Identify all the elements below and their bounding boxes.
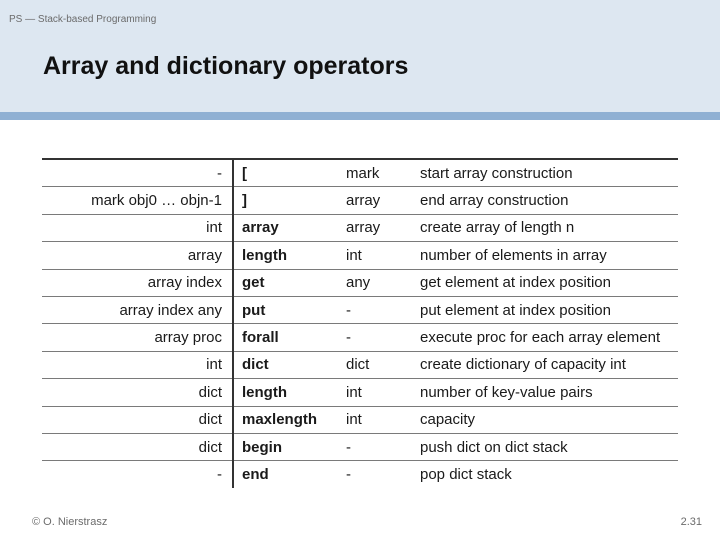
operator-cell: length [233,379,340,406]
table-row [42,296,678,323]
copyright-label: © O. Nierstrasz [32,516,108,528]
description-cell: put element at index position [416,296,678,323]
table-row [42,159,678,187]
operator-cell: forall [233,324,340,351]
result-cell: - [340,324,416,351]
description-cell: create dictionary of capacity int [416,351,678,378]
result-cell: any [340,269,416,296]
operator-cell: length [233,242,340,269]
operators-table-body [42,159,678,488]
result-cell: int [340,406,416,433]
operator-cell: get [233,269,340,296]
description-cell: push dict on dict stack [416,433,678,460]
table-row [42,379,678,406]
operator-cell: ] [233,187,340,214]
description-cell: capacity [416,406,678,433]
args-cell: dict [42,433,233,460]
args-cell: array index any [42,296,233,323]
result-cell: int [340,242,416,269]
operator-cell: begin [233,433,340,460]
course-label: PS — Stack-based Programming [9,14,157,25]
table-row [42,324,678,351]
description-cell: end array construction [416,187,678,214]
table-row [42,406,678,433]
table-row [42,269,678,296]
args-cell: - [42,159,233,187]
table-row [42,187,678,214]
table-row [42,433,678,460]
result-cell: - [340,433,416,460]
operator-cell: maxlength [233,406,340,433]
description-cell: get element at index position [416,269,678,296]
description-cell: pop dict stack [416,461,678,488]
args-cell: array [42,242,233,269]
result-cell: array [340,187,416,214]
args-cell: dict [42,379,233,406]
result-cell: array [340,214,416,241]
args-cell: int [42,351,233,378]
page-number: 2.31 [680,516,702,528]
args-cell: array index [42,269,233,296]
result-cell: int [340,379,416,406]
operator-cell: [ [233,159,340,187]
table-row [42,351,678,378]
description-cell: number of elements in array [416,242,678,269]
args-cell: array proc [42,324,233,351]
slide-title: Array and dictionary operators [43,52,409,80]
operator-cell: dict [233,351,340,378]
description-cell: execute proc for each array element [416,324,678,351]
operator-cell: put [233,296,340,323]
result-cell: - [340,461,416,488]
table-row [42,242,678,269]
operator-cell: array [233,214,340,241]
operators-table [42,158,678,488]
table-row [42,461,678,488]
args-cell: dict [42,406,233,433]
operator-cell: end [233,461,340,488]
description-cell: create array of length n [416,214,678,241]
table-row [42,214,678,241]
header-rule [0,112,720,120]
result-cell: dict [340,351,416,378]
description-cell: start array construction [416,159,678,187]
result-cell: - [340,296,416,323]
result-cell: mark [340,159,416,187]
args-cell: int [42,214,233,241]
args-cell: - [42,461,233,488]
description-cell: number of key-value pairs [416,379,678,406]
args-cell: mark obj0 … objn-1 [42,187,233,214]
